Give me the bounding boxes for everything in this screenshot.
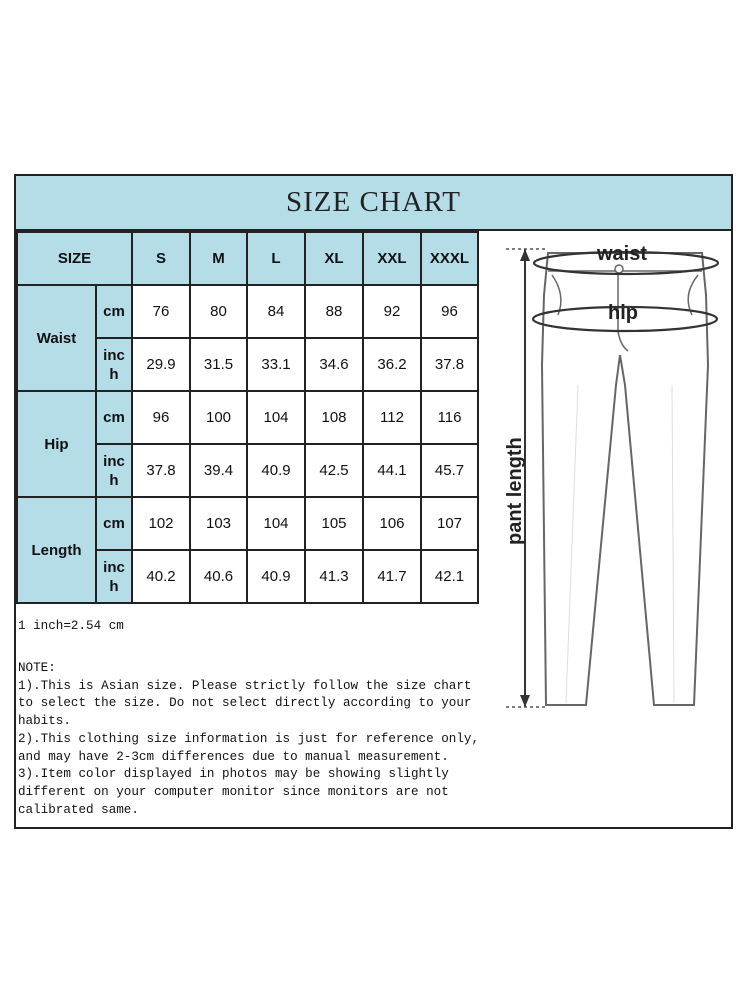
value-cell: 44.1	[363, 444, 421, 497]
value-cell: 42.1	[421, 550, 478, 603]
value-cell: 40.9	[247, 444, 305, 497]
size-header-cell: XL	[305, 232, 363, 285]
value-cell: 29.9	[132, 338, 190, 391]
measurement-group-label: Hip	[17, 391, 96, 497]
value-cell: 103	[190, 497, 247, 550]
value-cell: 37.8	[421, 338, 478, 391]
unit-cell: cm	[96, 285, 132, 338]
value-cell: 45.7	[421, 444, 478, 497]
chart-title: SIZE CHART	[285, 186, 461, 218]
value-cell: 80	[190, 285, 247, 338]
title-bar	[16, 176, 731, 231]
measurement-group-label: Length	[17, 497, 96, 603]
hip-label: hip	[608, 302, 638, 324]
value-cell: 40.9	[247, 550, 305, 603]
note-line: calibrated same.	[18, 802, 139, 817]
note-line: different on your computer monitor since monitors are not	[18, 784, 449, 799]
size-header-cell: L	[247, 232, 305, 285]
value-cell: 40.6	[190, 550, 247, 603]
note-line: 2).This clothing size information is just for reference only,	[18, 731, 480, 746]
value-cell: 37.8	[132, 444, 190, 497]
value-cell: 41.3	[305, 550, 363, 603]
value-cell: 96	[421, 285, 478, 338]
waist-label: waist	[597, 243, 648, 265]
value-cell: 106	[363, 497, 421, 550]
value-cell: 96	[132, 391, 190, 444]
value-cell: 92	[363, 285, 421, 338]
size-header-cell: S	[132, 232, 190, 285]
note-line: 3).Item color displayed in photos may be showing slightly	[18, 767, 449, 782]
length-arrow-top-icon	[520, 249, 530, 261]
table-row	[17, 285, 478, 338]
length-arrow-bottom-icon	[520, 695, 530, 707]
value-cell: 34.6	[305, 338, 363, 391]
unit-cell: cm	[96, 497, 132, 550]
value-cell: 39.4	[190, 444, 247, 497]
size-header-cell: XXXL	[421, 232, 478, 285]
notes-heading: NOTE:	[18, 661, 56, 675]
button-icon	[615, 265, 623, 273]
value-cell: 104	[247, 497, 305, 550]
value-cell: 40.2	[132, 550, 190, 603]
unit-conversion: 1 inch=2.54 cm	[18, 619, 124, 633]
size-header-corner: SIZE	[17, 232, 132, 285]
value-cell: 88	[305, 285, 363, 338]
value-cell: 84	[247, 285, 305, 338]
value-cell: 76	[132, 285, 190, 338]
value-cell: 105	[305, 497, 363, 550]
value-cell: 116	[421, 391, 478, 444]
size-header-cell: M	[190, 232, 247, 285]
value-cell: 102	[132, 497, 190, 550]
value-cell: 107	[421, 497, 478, 550]
size-table	[16, 231, 479, 604]
unit-cell: inc h	[96, 444, 132, 497]
note-line: to select the size. Do not select directly according to your	[18, 696, 472, 711]
measurement-group-label: Waist	[17, 285, 96, 391]
value-cell: 112	[363, 391, 421, 444]
value-cell: 41.7	[363, 550, 421, 603]
value-cell: 33.1	[247, 338, 305, 391]
unit-cell: inc h	[96, 338, 132, 391]
size-header-cell: XXL	[363, 232, 421, 285]
value-cell: 42.5	[305, 444, 363, 497]
value-cell: 104	[247, 391, 305, 444]
notes	[18, 660, 480, 819]
unit-cell: inc h	[96, 550, 132, 603]
value-cell: 100	[190, 391, 247, 444]
value-cell: 31.5	[190, 338, 247, 391]
value-cell: 36.2	[363, 338, 421, 391]
table-row	[17, 497, 478, 550]
value-cell: 108	[305, 391, 363, 444]
note-line: 1).This is Asian size. Please strictly follow the size chart	[18, 678, 472, 693]
pants-diagram	[470, 235, 730, 725]
table-row	[17, 391, 478, 444]
unit-cell: cm	[96, 391, 132, 444]
note-line: habits.	[18, 714, 71, 729]
note-line: and may have 2-3cm differences due to manual measurement.	[18, 749, 449, 764]
pant-length-label: pant length	[504, 437, 526, 545]
